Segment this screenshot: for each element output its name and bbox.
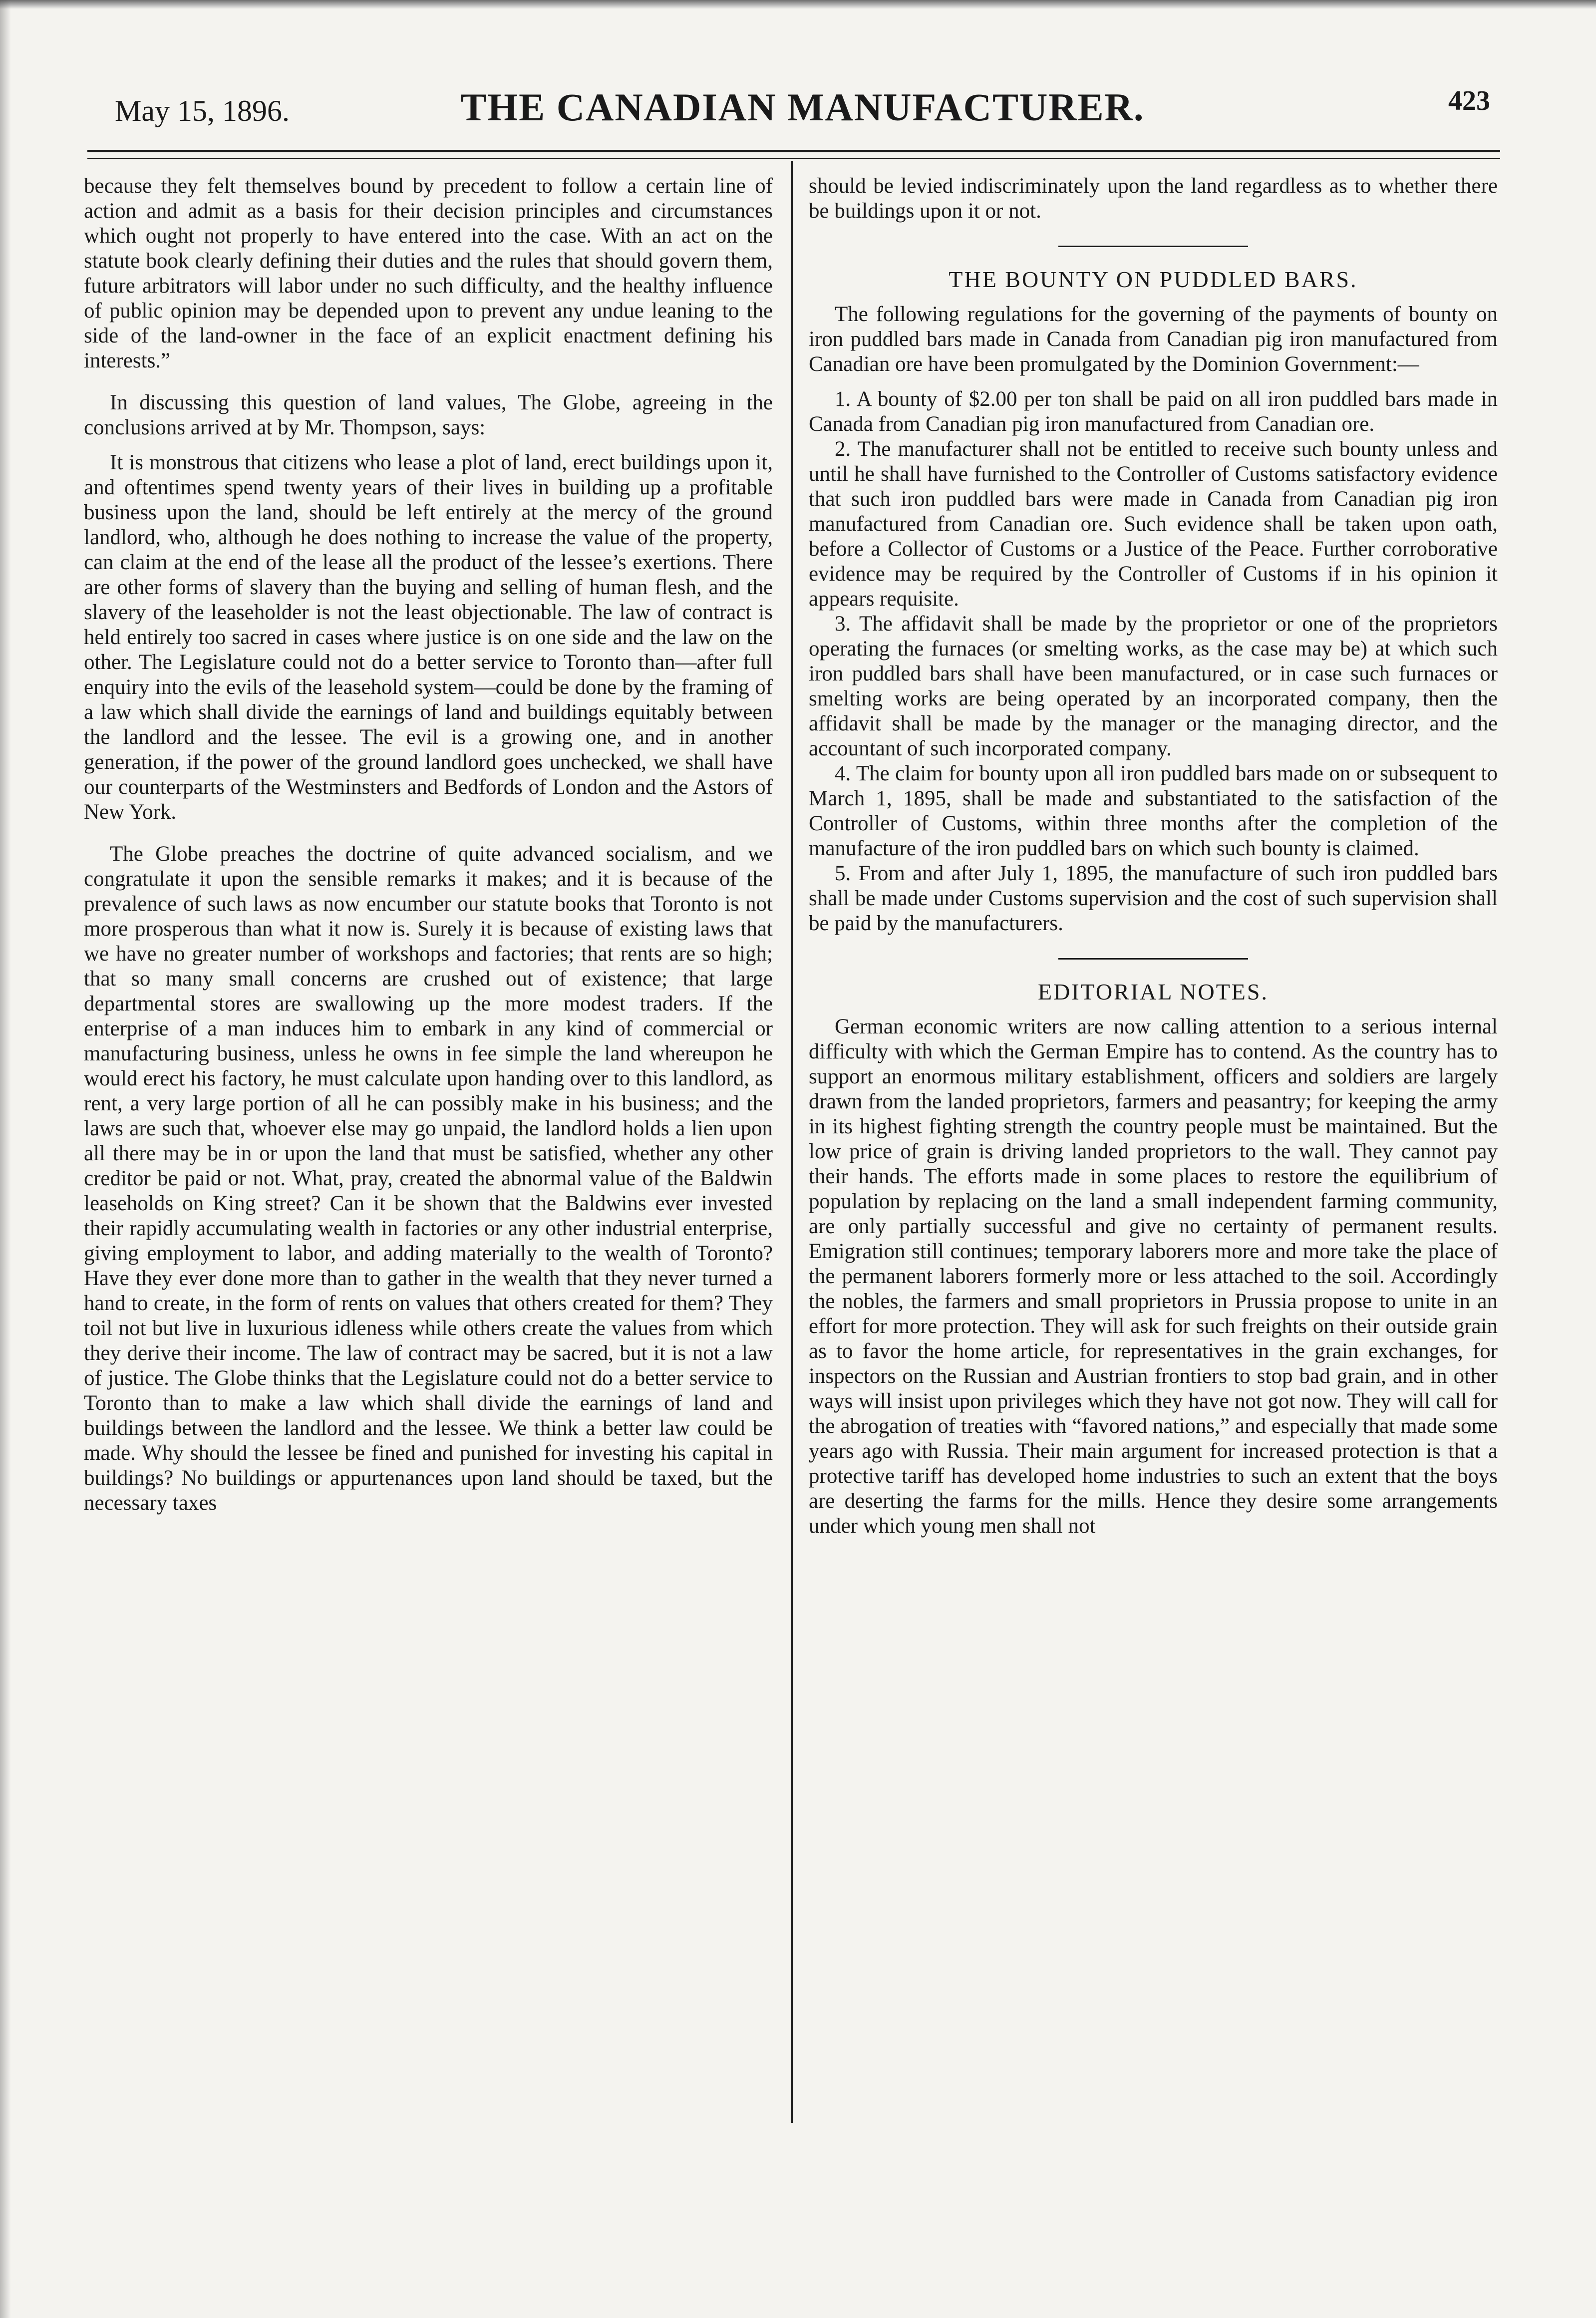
right-column bbox=[809, 174, 1498, 1539]
spacer bbox=[84, 825, 773, 842]
header-rule-thin bbox=[87, 158, 1500, 159]
block-quote-globe: It is monstrous that citizens who lease a plot of land, erect buildings upon it, and oftentimes spend twenty years of their lives in building up a profitable business upon the land, should be left entirely at the mercy of the ground landlord, who, although he does nothing to increase the value of the property, can claim at the end of the lease all the product of the lessee’s exertions. There are other forms of slavery than the buying and selling of human flesh, and the slavery of the leaseholder is not the least objectionable. The law of contract is held entirely too sacred in cases where justice is on one side and the law on the other. The Legislature could not do a better service to Toronto than—after full enquiry into the evils of the leasehold system—could be done by the framing of a law which shall divide the earnings of land and buildings equitably between the landlord and the lessee. The evil is a growing one, and in another generation, if the power of the ground landlord goes unchecked, we shall have our counterparts of the Westminsters and Bedfords of London and the Astors of New York. bbox=[84, 451, 773, 824]
section-rule bbox=[1058, 958, 1248, 960]
paragraph-continued-right: should be levied indiscriminately upon the land regardless as to whether there be buildings upon it or not. bbox=[809, 174, 1498, 223]
publication-title: THE CANADIAN MANUFACTURER. bbox=[460, 85, 1145, 129]
issue-date: May 15, 1896. bbox=[115, 94, 290, 127]
bounty-item: 3. The affidavit shall be made by the proprietor or one of the proprietors operating the furnaces (or smelting works, as the case may be) at which such iron puddled bars shall have been manufactured, or in case such furnaces or smelting works are being operated by an incorporated company, then the affidavit shall be made by the manager or the managing director, and the accountant of such incorporated company. bbox=[809, 612, 1498, 760]
bounty-item: 4. The claim for bounty upon all iron puddled bars made on or subsequent to March 1, 1895, shall be made and substantiated to the satisfaction of the Controller of Customs, within three months after the completion of the manufacture of the iron puddled bars on which such bounty is claimed. bbox=[809, 762, 1498, 860]
bounty-item: 1. A bounty of $2.00 per ton shall be paid on all iron puddled bars made in Canada from Canadian pig iron manufactured from Canadian ore. bbox=[809, 387, 1498, 436]
masthead bbox=[115, 85, 1490, 140]
paragraph-globe-intro: In discussing this question of land values, The Globe, agreeing in the conclusions arrived at by Mr. Thompson, says: bbox=[84, 391, 773, 439]
left-column bbox=[84, 174, 773, 1516]
page-number: 423 bbox=[1448, 85, 1490, 116]
paragraph-continued: because they felt themselves bound by precedent to follow a certain line of action and admit as a basis for their decision principles and circumstances which ought not properly to have entered into the case. With an act on the statute book clearly defining their duties and the rules that should govern them, future arbitrators will labor under no such difficulty, and the healthy influence of public opinion may be depended upon to prevent any undue leaning to the side of the land-owner in the face of an explicit enactment defining his interests.” bbox=[84, 174, 773, 372]
bounty-item: 5. From and after July 1, 1895, the manufacture of such iron puddled bars shall be made under Customs supervision and the cost of such supervision shall be paid by the manufacturers. bbox=[809, 862, 1498, 935]
bounty-item: 2. The manufacturer shall not be entitled to receive such bounty unless and until he shall have furnished to the Controller of Customs satisfactory evidence that such iron puddled bars were made in Canada from Canadian pig iron manufactured from Canadian ore. Such evidence shall be taken upon oath, before a Collector of Customs or a Justice of the Peace. Further corroborative evidence may be required by the Controller of Customs if in his opinion it appears requisite. bbox=[809, 437, 1498, 611]
bounty-intro: The following regulations for the governing of the payments of bounty on iron puddled bars made in Canada from Canadian pig iron manufactured from Canadian ore have been promulgated by the Dominion Government:— bbox=[809, 303, 1498, 376]
spacer bbox=[809, 377, 1498, 387]
paragraph-socialism: The Globe preaches the doctrine of quite advanced socialism, and we congratulate it upon the sensible remarks it makes; and it is because of the prevalence of such laws as now encumber our statute books that Toronto is not more prosperous than what it now is. Surely it is because of existing laws that we have no greater number of workshops and factories; that rents are so high; that so many small concerns are crushed out of existence; that large departmental stores are swallowing up the more modest traders. If the enterprise of a man induces him to embark in any kind of commercial or manufacturing business, unless he owns in fee simple the land whereupon he would erect his factory, he must calculate upon handing over to this landlord, as rent, a very large portion of all he can possibly make in his business; and the laws are such that, whoever else may go unpaid, the landlord holds a lien upon all there may be in or upon the land that must be satisfied, whether any other creditor be paid or not. What, pray, created the abnormal value of the Baldwin leaseholds on King street? Can it be shown that the Baldwins ever invested their rapidly accumulating wealth in factories or any other industrial enterprise, giving employment to labor, and adding materially to the wealth of Toronto? Have they ever done more than to gather in the wealth that they never turned a hand to create, in the form of rents on values that others created for them? They toil not but live in luxurious idleness while others create the values from which they derive their income. The law of contract may be sacred, but it is not a law of justice. The Globe thinks that the Legislature could not do a better service to Toronto than to make a law which shall divide the earnings of land and buildings between the landlord and the lessee. We think a better law could be made. Why should the lessee be fined and punished for investing his capital in buildings? No buildings or appurtenances upon land should be taxed, but the necessary taxes bbox=[84, 842, 773, 1515]
column-divider bbox=[791, 161, 793, 2123]
section-rule bbox=[1058, 246, 1248, 247]
spacer bbox=[84, 440, 773, 450]
scan-edge-left bbox=[0, 0, 11, 2318]
spacer bbox=[84, 373, 773, 390]
heading-editorial-notes: EDITORIAL NOTES. bbox=[1038, 979, 1269, 1004]
editorial-body: German economic writers are now calling attention to a serious internal difficulty with which the German Empire has to contend. As the country has to support an enormous military establishment, officers and soldiers are largely drawn from the landed proprietors, farmers and peasantry; for keeping the army in its highest fighting strength the country people must be maintained. But the low price of grain is driving landed proprietors to the wall. They cannot pay their hands. The efforts made in some places to restore the equilibrium of population by replacing on the land a small independent farming community, are only partially successful and give no certainty of permanent results. Emigration still continues; temporary laborers more and more take the place of the permanent laborers formerly more or less attached to the soil. Accordingly the nobles, the farmers and small proprietors in Prussia propose to unite in an effort for more protection. They will ask for such freights on their outside grain as to favor the home article, for representatives in the grain exchanges, for inspectors on the Russian and Austrian frontiers to stop bad grain, and in other ways will insist upon privileges which they have not got now. They will call for the abrogation of treaties with “favored nations,” and especially that made some years ago with Russia. Their main argument for increased protection is that a protective tariff has developed home industries to such an extent that the boys are deserting the farms for the mills. Hence they desire some arrangements under which young men shall not bbox=[809, 1015, 1498, 1538]
header-rule-thick bbox=[87, 150, 1500, 152]
heading-bounty: THE BOUNTY ON PUDDLED BARS. bbox=[949, 267, 1358, 292]
scan-edge-top bbox=[0, 0, 1596, 9]
